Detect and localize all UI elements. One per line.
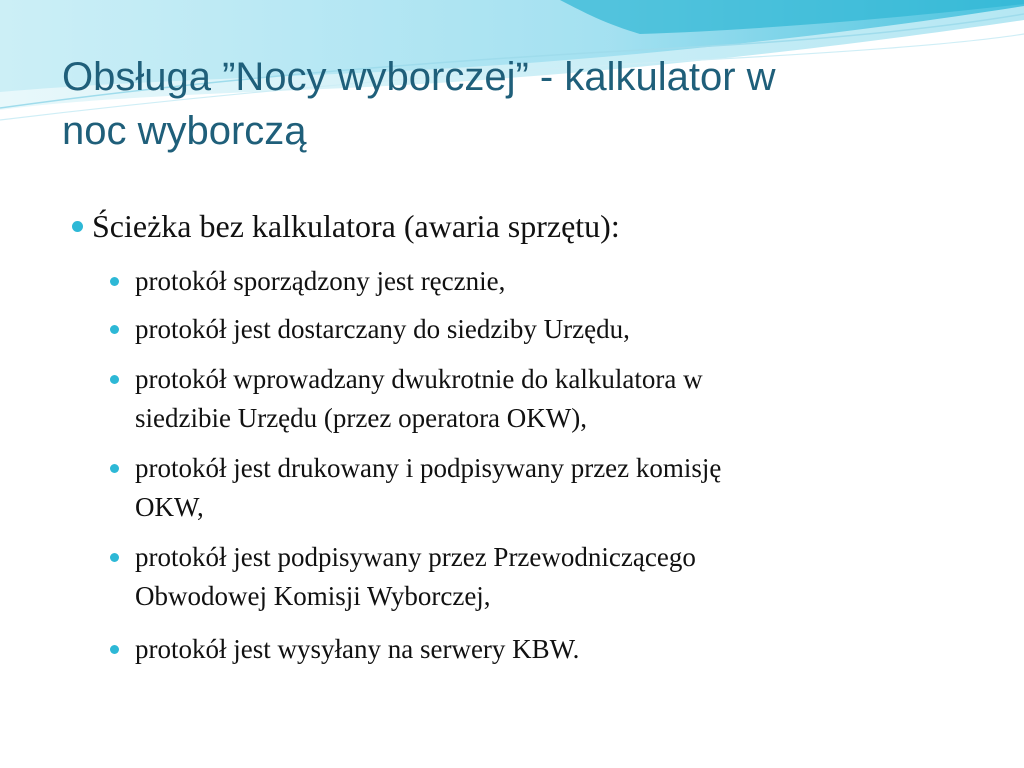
sub-bullet-2 (135, 310, 630, 349)
sub-bullet-3-line-2: siedzibie Urzędu (przez operatora OKW), (135, 403, 588, 433)
slide-title-line-1: Obsługa ”Nocy wyborczej” - kalkulator w (62, 55, 776, 99)
sub-bullet-4 (135, 449, 721, 527)
sub-bullet-3-line-1: protokół wprowadzany dwukrotnie do kalkulatora w (135, 364, 703, 394)
bullet-icon (110, 464, 119, 473)
bullet-icon (110, 325, 119, 334)
sub-bullet-4-line-1: protokół jest drukowany i podpisywany przez komisję (135, 453, 722, 483)
main-bullet-text: Ścieżka bez kalkulatora (awaria sprzętu): (92, 208, 620, 244)
bullet-icon (110, 553, 119, 562)
sub-bullet-6 (135, 630, 579, 669)
sub-bullet-2-line-1: protokół jest dostarczany do siedziby Urzędu, (135, 314, 630, 344)
bullet-icon (72, 221, 83, 232)
bullet-icon (110, 645, 119, 654)
sub-bullet-1-line-1: protokół sporządzony jest ręcznie, (135, 266, 506, 296)
sub-bullet-4-line-2: OKW, (135, 492, 204, 522)
sub-bullet-3 (135, 360, 703, 438)
slide-title-line-2: noc wyborczą (62, 109, 307, 153)
sub-bullet-6-line-1: protokół jest wysyłany na serwery KBW. (135, 634, 580, 664)
sub-bullet-5-line-1: protokół jest podpisywany przez Przewodniczącego (135, 542, 696, 572)
sub-bullet-5 (135, 538, 696, 616)
bullet-icon (110, 375, 119, 384)
sub-bullet-1 (135, 262, 505, 301)
bullet-icon (110, 277, 119, 286)
sub-bullet-5-line-2: Obwodowej Komisji Wyborczej, (135, 581, 491, 611)
